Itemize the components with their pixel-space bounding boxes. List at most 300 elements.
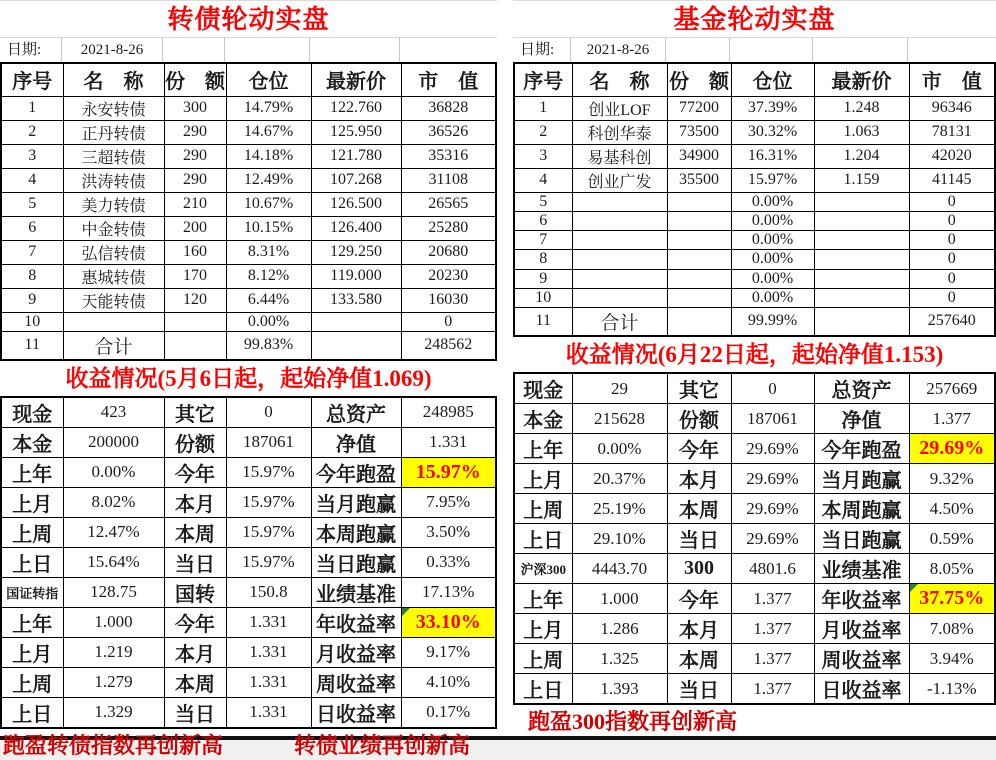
empty-cell[interactable] [666, 38, 730, 62]
summary-cell[interactable]: 上周 [514, 494, 572, 524]
holding-cell[interactable]: 10 [1, 312, 63, 331]
summary-cell[interactable]: 日收益率 [311, 697, 401, 728]
spacer-column [497, 0, 513, 736]
summary-cell[interactable]: 年收益率 [814, 584, 909, 614]
summary-cell[interactable]: 9.32% [909, 464, 995, 494]
holding-cell[interactable]: 16030 [401, 288, 496, 312]
summary-cell[interactable]: 1.219 [63, 637, 164, 667]
holding-cell[interactable]: 0 [909, 250, 995, 269]
empty-cell[interactable] [813, 38, 908, 62]
column-header[interactable]: 市 值 [909, 63, 995, 96]
holding-cell[interactable]: 0 [909, 193, 995, 212]
holding-cell[interactable]: 三超转债 [63, 144, 164, 168]
summary-cell[interactable]: 业绩基准 [311, 577, 401, 607]
holding-cell[interactable]: 35316 [401, 144, 496, 168]
summary-cell[interactable]: 15.64% [63, 547, 164, 577]
summary-cell[interactable]: 1.000 [572, 584, 667, 614]
summary-cell[interactable]: 1.393 [572, 674, 667, 705]
summary-cell[interactable]: 份额 [164, 427, 226, 457]
bond-footer-note-2[interactable]: 转债业绩再创新高 [293, 732, 470, 758]
summary-cell[interactable]: 上年 [1, 607, 63, 637]
summary-cell[interactable]: 今年 [164, 607, 226, 637]
summary-cell[interactable]: 当月跑赢 [814, 464, 909, 494]
holding-cell[interactable]: 0 [909, 212, 995, 231]
holding-cell[interactable]: 8.12% [226, 264, 311, 288]
holding-cell[interactable]: 290 [164, 168, 226, 192]
holding-cell[interactable] [164, 331, 226, 360]
summary-cell[interactable]: 上日 [514, 524, 572, 554]
holding-cell[interactable]: 34900 [667, 144, 731, 168]
summary-cell[interactable]: 29.69% [731, 494, 814, 524]
summary-cell[interactable]: 29 [572, 373, 667, 404]
summary-cell[interactable]: 沪深300 [514, 554, 572, 584]
holding-cell[interactable]: 1 [514, 96, 572, 120]
holding-cell[interactable] [814, 288, 909, 307]
holding-cell[interactable]: 惠城转债 [63, 264, 164, 288]
summary-cell[interactable]: 上周 [514, 644, 572, 674]
holding-cell[interactable]: 2 [514, 120, 572, 144]
holding-cell[interactable]: 4 [514, 168, 572, 192]
column-header[interactable]: 最新价 [814, 63, 909, 96]
summary-cell[interactable]: 当日跑赢 [814, 524, 909, 554]
summary-cell[interactable]: 150.8 [226, 577, 311, 607]
holding-cell[interactable] [667, 193, 731, 212]
holding-cell[interactable]: 12.49% [226, 168, 311, 192]
holding-cell[interactable]: 77200 [667, 96, 731, 120]
holding-cell[interactable]: 30.32% [731, 120, 814, 144]
summary-cell[interactable]: 今年跑盈 [814, 434, 909, 464]
holding-cell[interactable] [572, 269, 667, 288]
holding-cell[interactable]: 73500 [667, 120, 731, 144]
summary-cell[interactable]: 总资产 [814, 373, 909, 404]
holding-cell[interactable]: 14.67% [226, 120, 311, 144]
holding-cell[interactable] [814, 212, 909, 231]
holding-cell[interactable]: 3 [514, 144, 572, 168]
holding-cell[interactable]: 129.250 [311, 240, 401, 264]
holding-cell[interactable] [667, 307, 731, 336]
date-value[interactable]: 2021-8-26 [571, 38, 666, 62]
holding-cell[interactable]: 160 [164, 240, 226, 264]
holding-cell[interactable]: 99.99% [731, 307, 814, 336]
summary-cell[interactable]: 上月 [1, 487, 63, 517]
holding-cell[interactable]: 9 [1, 288, 63, 312]
summary-cell[interactable]: 上日 [1, 547, 63, 577]
summary-cell[interactable]: 1.331 [401, 427, 496, 457]
holding-cell[interactable]: 创业广发 [572, 168, 667, 192]
holding-cell[interactable]: 133.580 [311, 288, 401, 312]
holding-cell[interactable]: 300 [164, 96, 226, 120]
column-header[interactable]: 名 称 [572, 63, 667, 96]
holding-cell[interactable]: 科创华泰 [572, 120, 667, 144]
holding-cell[interactable] [667, 250, 731, 269]
summary-cell[interactable]: 4801.6 [731, 554, 814, 584]
summary-cell[interactable]: 215628 [572, 404, 667, 434]
summary-cell[interactable]: 29.69% [909, 434, 995, 464]
holding-cell[interactable]: 5 [1, 192, 63, 216]
summary-cell[interactable]: 1.377 [731, 614, 814, 644]
summary-cell[interactable]: 年收益率 [311, 607, 401, 637]
holding-cell[interactable]: 6 [1, 216, 63, 240]
holding-cell[interactable]: 2 [1, 120, 63, 144]
summary-cell[interactable]: 29.69% [731, 524, 814, 554]
holding-cell[interactable] [311, 312, 401, 331]
holding-cell[interactable]: 20230 [401, 264, 496, 288]
holding-cell[interactable] [572, 250, 667, 269]
holding-cell[interactable]: 15.97% [731, 168, 814, 192]
bond-footer-row [0, 729, 497, 760]
holding-cell[interactable]: 36526 [401, 120, 496, 144]
holding-cell[interactable]: 37.39% [731, 96, 814, 120]
holding-cell[interactable]: 119.000 [311, 264, 401, 288]
summary-cell[interactable]: 上年 [1, 457, 63, 487]
holding-cell[interactable]: 0.00% [731, 250, 814, 269]
summary-cell[interactable]: 当日跑赢 [311, 547, 401, 577]
summary-cell[interactable]: 其它 [164, 397, 226, 428]
holding-cell[interactable]: 121.780 [311, 144, 401, 168]
fund-panel-title[interactable]: 基金轮动实盘 [513, 0, 996, 37]
column-header[interactable]: 最新价 [311, 63, 401, 96]
holding-cell[interactable]: 1.063 [814, 120, 909, 144]
summary-cell[interactable]: 净值 [814, 404, 909, 434]
summary-cell[interactable]: 0 [226, 397, 311, 428]
holding-cell[interactable]: 0.00% [731, 212, 814, 231]
summary-cell[interactable]: 9.17% [401, 637, 496, 667]
summary-cell[interactable]: 本金 [1, 427, 63, 457]
holding-cell[interactable]: 中金转债 [63, 216, 164, 240]
holding-cell[interactable]: 25280 [401, 216, 496, 240]
column-header[interactable]: 名 称 [63, 63, 164, 96]
holding-cell[interactable] [814, 269, 909, 288]
summary-cell[interactable]: 上年 [514, 584, 572, 614]
summary-cell[interactable]: 15.97% [226, 517, 311, 547]
holding-cell[interactable] [572, 193, 667, 212]
summary-cell[interactable]: 今年 [164, 457, 226, 487]
holding-cell[interactable]: 96346 [909, 96, 995, 120]
summary-cell[interactable]: 现金 [1, 397, 63, 428]
summary-cell[interactable]: 12.47% [63, 517, 164, 547]
holding-cell[interactable]: 0.00% [731, 231, 814, 250]
holding-cell[interactable]: 126.400 [311, 216, 401, 240]
holding-cell[interactable]: 290 [164, 144, 226, 168]
summary-cell[interactable]: 当日 [164, 547, 226, 577]
summary-cell[interactable]: 3.94% [909, 644, 995, 674]
summary-cell[interactable]: 本月 [667, 464, 731, 494]
summary-cell[interactable]: 20.37% [572, 464, 667, 494]
holding-cell[interactable]: 7 [1, 240, 63, 264]
empty-cell[interactable] [163, 38, 225, 62]
summary-cell[interactable]: 248985 [401, 397, 496, 428]
summary-cell[interactable]: 33.10% [401, 607, 496, 637]
holding-cell[interactable]: 125.950 [311, 120, 401, 144]
summary-cell[interactable]: 1.377 [909, 404, 995, 434]
holding-cell[interactable] [572, 288, 667, 307]
summary-cell[interactable]: 7.08% [909, 614, 995, 644]
summary-cell[interactable]: 周收益率 [814, 644, 909, 674]
column-header[interactable]: 序号 [1, 63, 63, 96]
summary-cell[interactable]: 本周 [164, 517, 226, 547]
summary-cell[interactable]: 上周 [1, 517, 63, 547]
holding-cell[interactable] [667, 269, 731, 288]
holding-cell[interactable] [572, 212, 667, 231]
summary-cell[interactable]: 现金 [514, 373, 572, 404]
date-label[interactable]: 日期: [513, 38, 571, 62]
summary-cell[interactable]: 本周跑赢 [814, 494, 909, 524]
summary-cell[interactable]: 15.97% [226, 457, 311, 487]
holding-cell[interactable]: 78131 [909, 120, 995, 144]
summary-cell[interactable]: 4.10% [401, 667, 496, 697]
summary-cell[interactable]: 日收益率 [814, 674, 909, 705]
holding-cell[interactable]: 0 [909, 288, 995, 307]
summary-cell[interactable]: 1.377 [731, 644, 814, 674]
column-header[interactable]: 市 值 [401, 63, 496, 96]
holding-cell[interactable]: 合计 [63, 331, 164, 360]
summary-cell[interactable]: 1.279 [63, 667, 164, 697]
summary-cell[interactable]: 总资产 [311, 397, 401, 428]
summary-cell[interactable]: 上年 [514, 434, 572, 464]
holding-cell[interactable]: 36828 [401, 96, 496, 120]
holding-cell[interactable]: 99.83% [226, 331, 311, 360]
summary-cell[interactable]: 份额 [667, 404, 731, 434]
holding-cell[interactable]: 10 [514, 288, 572, 307]
holding-cell[interactable]: 弘信转债 [63, 240, 164, 264]
summary-cell[interactable]: 月收益率 [814, 614, 909, 644]
holding-cell[interactable]: 7 [514, 231, 572, 250]
summary-cell[interactable]: 0.59% [909, 524, 995, 554]
holding-cell[interactable]: 122.760 [311, 96, 401, 120]
summary-cell[interactable]: 7.95% [401, 487, 496, 517]
summary-cell[interactable]: 4.50% [909, 494, 995, 524]
holding-cell[interactable]: 41145 [909, 168, 995, 192]
summary-cell[interactable]: 15.97% [226, 547, 311, 577]
summary-cell[interactable]: 128.75 [63, 577, 164, 607]
holding-cell[interactable]: 洪涛转债 [63, 168, 164, 192]
summary-cell[interactable]: 1.331 [226, 637, 311, 667]
summary-cell[interactable]: 当月跑赢 [311, 487, 401, 517]
summary-cell[interactable]: 3.50% [401, 517, 496, 547]
bond-panel [0, 0, 497, 758]
summary-cell[interactable]: 25.19% [572, 494, 667, 524]
holding-cell[interactable]: 天能转债 [63, 288, 164, 312]
summary-cell[interactable]: 29.10% [572, 524, 667, 554]
holding-cell[interactable]: 200 [164, 216, 226, 240]
holding-cell[interactable]: 257640 [909, 307, 995, 336]
summary-cell[interactable]: 1.286 [572, 614, 667, 644]
summary-cell[interactable]: 187061 [226, 427, 311, 457]
summary-cell[interactable]: 1.325 [572, 644, 667, 674]
holding-cell[interactable] [814, 307, 909, 336]
summary-cell[interactable]: 8.02% [63, 487, 164, 517]
summary-cell[interactable]: 月收益率 [311, 637, 401, 667]
summary-cell[interactable]: 本周 [164, 667, 226, 697]
holding-cell[interactable]: 11 [1, 331, 63, 360]
holding-cell[interactable]: 20680 [401, 240, 496, 264]
holding-cell[interactable]: 8 [1, 264, 63, 288]
summary-cell[interactable]: 国转 [164, 577, 226, 607]
holding-cell[interactable]: 10.67% [226, 192, 311, 216]
holding-cell[interactable] [667, 231, 731, 250]
summary-cell[interactable]: 0.33% [401, 547, 496, 577]
summary-cell[interactable]: 当日 [667, 674, 731, 705]
holding-cell[interactable]: 170 [164, 264, 226, 288]
holding-cell[interactable] [572, 231, 667, 250]
holding-cell[interactable]: 210 [164, 192, 226, 216]
summary-cell[interactable]: 本周 [667, 644, 731, 674]
summary-cell[interactable]: 本周 [667, 494, 731, 524]
summary-cell[interactable]: 上日 [1, 697, 63, 728]
holding-cell[interactable]: 9 [514, 269, 572, 288]
holding-cell[interactable]: 14.18% [226, 144, 311, 168]
holding-cell[interactable]: 14.79% [226, 96, 311, 120]
summary-cell[interactable]: 17.13% [401, 577, 496, 607]
summary-cell[interactable]: 1.331 [226, 607, 311, 637]
summary-cell[interactable]: 当日 [667, 524, 731, 554]
holding-cell[interactable]: 创业LOF [572, 96, 667, 120]
holding-cell[interactable]: 0.00% [731, 193, 814, 212]
column-header[interactable]: 仓位 [731, 63, 814, 96]
holding-cell[interactable]: 11 [514, 307, 572, 336]
summary-cell[interactable]: 本月 [164, 637, 226, 667]
holding-cell[interactable]: 8 [514, 250, 572, 269]
holding-cell[interactable]: 1.248 [814, 96, 909, 120]
summary-cell[interactable]: 423 [63, 397, 164, 428]
holding-cell[interactable]: 107.268 [311, 168, 401, 192]
holding-cell[interactable]: 永安转债 [63, 96, 164, 120]
fund-date-row [513, 37, 996, 62]
holding-cell[interactable]: 16.31% [731, 144, 814, 168]
summary-cell[interactable]: 上月 [514, 614, 572, 644]
holding-cell[interactable]: 4 [1, 168, 63, 192]
summary-cell[interactable]: 4443.70 [572, 554, 667, 584]
column-header[interactable]: 仓位 [226, 63, 311, 96]
holding-cell[interactable]: 1.204 [814, 144, 909, 168]
summary-cell[interactable]: 29.69% [731, 434, 814, 464]
summary-cell[interactable]: 0 [731, 373, 814, 404]
summary-cell[interactable]: 300 [667, 554, 731, 584]
holding-cell[interactable]: 248562 [401, 331, 496, 360]
holding-cell[interactable] [667, 212, 731, 231]
holding-cell[interactable]: 42020 [909, 144, 995, 168]
bond-panel-title[interactable]: 转债轮动实盘 [0, 0, 497, 37]
empty-cell[interactable] [730, 38, 813, 62]
holding-cell[interactable]: 35500 [667, 168, 731, 192]
summary-cell[interactable]: 8.05% [909, 554, 995, 584]
holding-cell[interactable]: 31108 [401, 168, 496, 192]
summary-cell[interactable]: 上月 [1, 637, 63, 667]
holding-cell[interactable]: 6 [514, 212, 572, 231]
summary-cell[interactable]: 200000 [63, 427, 164, 457]
summary-cell[interactable]: 15.97% [401, 457, 496, 487]
holding-cell[interactable]: 8.31% [226, 240, 311, 264]
holding-cell[interactable]: 易基科创 [572, 144, 667, 168]
empty-cell[interactable] [400, 38, 497, 62]
summary-cell[interactable]: 本月 [667, 614, 731, 644]
holding-cell[interactable]: 0.00% [731, 288, 814, 307]
holding-cell[interactable]: 美力转债 [63, 192, 164, 216]
summary-cell[interactable]: 本月 [164, 487, 226, 517]
summary-cell[interactable]: 1.331 [226, 697, 311, 728]
summary-cell[interactable]: 周收益率 [311, 667, 401, 697]
summary-cell[interactable]: 当日 [164, 697, 226, 728]
date-label[interactable]: 日期: [0, 38, 62, 62]
summary-cell[interactable]: 今年 [667, 584, 731, 614]
summary-cell[interactable]: 业绩基准 [814, 554, 909, 584]
summary-cell[interactable]: 0.00% [63, 457, 164, 487]
holding-cell[interactable] [667, 288, 731, 307]
holding-cell[interactable] [63, 312, 164, 331]
holding-cell[interactable] [814, 231, 909, 250]
summary-cell[interactable]: 今年跑盈 [311, 457, 401, 487]
holding-cell[interactable]: 0 [401, 312, 496, 331]
summary-cell[interactable]: 15.97% [226, 487, 311, 517]
holding-cell[interactable]: 126.500 [311, 192, 401, 216]
summary-cell[interactable]: 今年 [667, 434, 731, 464]
holding-cell[interactable]: 0.00% [731, 269, 814, 288]
holding-cell[interactable]: 120 [164, 288, 226, 312]
holding-cell[interactable]: 正丹转债 [63, 120, 164, 144]
summary-cell[interactable]: 本金 [514, 404, 572, 434]
holding-cell[interactable] [311, 331, 401, 360]
holding-cell[interactable]: 合计 [572, 307, 667, 336]
holding-cell[interactable] [814, 250, 909, 269]
holding-cell[interactable]: 10.15% [226, 216, 311, 240]
column-header[interactable]: 份 额 [667, 63, 731, 96]
bond-holdings-table [0, 62, 497, 361]
date-value[interactable]: 2021-8-26 [62, 38, 163, 62]
summary-cell[interactable]: 上月 [514, 464, 572, 494]
holding-cell[interactable]: 1 [1, 96, 63, 120]
summary-cell[interactable]: 1.377 [731, 674, 814, 705]
summary-cell[interactable]: 1.331 [226, 667, 311, 697]
bond-footer-note-1[interactable]: 跑盈转债指数再创新高 [3, 732, 224, 758]
summary-cell[interactable]: 其它 [667, 373, 731, 404]
holding-cell[interactable]: 26565 [401, 192, 496, 216]
summary-cell[interactable]: 37.75% [909, 584, 995, 614]
holding-cell[interactable]: 0 [909, 231, 995, 250]
summary-cell[interactable]: 上日 [514, 674, 572, 705]
holding-cell[interactable]: 5 [514, 193, 572, 212]
summary-cell[interactable]: 257669 [909, 373, 995, 404]
holding-cell[interactable] [814, 193, 909, 212]
empty-cell[interactable] [908, 38, 996, 62]
empty-cell[interactable] [225, 38, 310, 62]
summary-cell[interactable]: 本周跑赢 [311, 517, 401, 547]
fund-summary-title[interactable]: 收益情况(6月22日起，起始净值1.153) [565, 342, 944, 367]
fund-footer-note[interactable]: 跑盈300指数再创新高 [528, 709, 738, 734]
summary-cell[interactable]: 国证转指 [1, 577, 63, 607]
holding-cell[interactable]: 1.159 [814, 168, 909, 192]
empty-cell[interactable] [310, 38, 400, 62]
column-header[interactable]: 序号 [514, 63, 572, 96]
summary-cell[interactable]: 上周 [1, 667, 63, 697]
holding-cell[interactable]: 3 [1, 144, 63, 168]
summary-cell[interactable]: 0.00% [572, 434, 667, 464]
column-header[interactable]: 份 额 [164, 63, 226, 96]
holding-cell[interactable]: 6.44% [226, 288, 311, 312]
holding-cell[interactable] [164, 312, 226, 331]
holding-cell[interactable]: 0 [909, 269, 995, 288]
summary-cell[interactable]: -1.13% [909, 674, 995, 705]
summary-cell[interactable]: 1.329 [63, 697, 164, 728]
summary-cell[interactable]: 1.000 [63, 607, 164, 637]
bond-summary-title[interactable]: 收益情况(5月6日起，起始净值1.069) [65, 365, 432, 391]
summary-cell[interactable]: 29.69% [731, 464, 814, 494]
summary-cell[interactable]: 1.377 [731, 584, 814, 614]
summary-cell[interactable]: 净值 [311, 427, 401, 457]
holding-cell[interactable]: 290 [164, 120, 226, 144]
holding-cell[interactable]: 0.00% [226, 312, 311, 331]
summary-cell[interactable]: 0.17% [401, 697, 496, 728]
summary-cell[interactable]: 187061 [731, 404, 814, 434]
